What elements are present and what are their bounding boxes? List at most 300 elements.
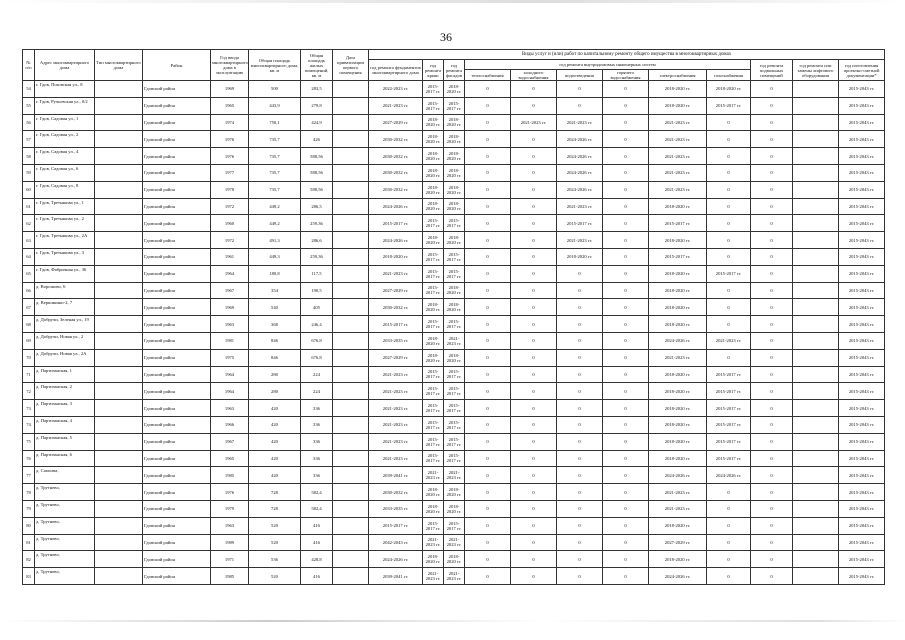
cell-design: 2015-2043 гг. <box>839 568 885 585</box>
cell-type <box>95 551 143 568</box>
cell-area-living: 190,5 <box>301 282 333 299</box>
cell-electric: 2018-2020 гг. <box>649 433 707 450</box>
cell-num: 65 <box>23 265 35 282</box>
cell-num: 69 <box>23 332 35 349</box>
cell-roof: 2018-2020 гг. <box>423 349 444 366</box>
cell-facade: 2015-2017 гг. <box>444 366 465 383</box>
cell-roof: 2018-2020 гг. <box>423 332 444 349</box>
cell-area-total: 420 <box>249 467 301 484</box>
cell-district: Гдовский район <box>143 265 211 282</box>
cell-foundation: 2030-2032 гг. <box>369 181 423 198</box>
cell-area-living: 416 <box>301 517 333 534</box>
cell-cold-water: 0 <box>511 467 557 484</box>
cell-basements: 0 <box>751 282 793 299</box>
cell-area-living: 676,8 <box>301 332 333 349</box>
cell-heating: 0 <box>465 332 511 349</box>
cell-roof: 2015-2017 гг. <box>423 400 444 417</box>
cell-num: 66 <box>23 282 35 299</box>
cell-year: 1979 <box>211 500 249 517</box>
cell-area-total: 420 <box>249 433 301 450</box>
cell-roof: 2015-2017 гг. <box>423 416 444 433</box>
cell-type <box>95 349 143 366</box>
cell-foundation: 2024-2026 гг. <box>369 198 423 215</box>
cell-type <box>95 450 143 467</box>
cell-address: д. Трутнево, <box>35 551 95 568</box>
cell-area-total: 420 <box>249 416 301 433</box>
cell-num: 60 <box>23 181 35 198</box>
cell-basements: 0 <box>751 299 793 316</box>
cell-gas: 0 <box>707 484 751 501</box>
cell-area-living: 259,36 <box>301 215 333 232</box>
header-elevator: год ремонта или замены лифтового оборудования <box>793 60 839 81</box>
cell-heating: 0 <box>465 248 511 265</box>
cell-district: Гдовский район <box>143 81 211 98</box>
cell-address: г. Гдов, Садовая ул., 1 <box>35 114 95 131</box>
cell-design: 2015-2043 гг. <box>839 181 885 198</box>
cell-gas: 0 <box>707 500 751 517</box>
cell-facade: 2015-2017 гг. <box>444 248 465 265</box>
cell-num: 54 <box>23 81 35 98</box>
cell-design: 2015-2043 гг. <box>839 551 885 568</box>
cell-area-total: 420 <box>249 450 301 467</box>
cell-foundation: 2033-2035 гг. <box>369 332 423 349</box>
cell-district: Гдовский район <box>143 332 211 349</box>
cell-cold-water: 0 <box>511 450 557 467</box>
cell-heating: 0 <box>465 164 511 181</box>
cell-address: г. Гдов, Ручьевская ул., 0/2 <box>35 97 95 114</box>
cell-address: г. Гдов, Третьякова ул., 2А <box>35 232 95 249</box>
cell-sewer: 2021-2023 гг. <box>557 232 603 249</box>
header-num: № п/п <box>23 50 35 81</box>
cell-hot-water: 0 <box>603 198 649 215</box>
cell-num: 57 <box>23 131 35 148</box>
cell-privatization <box>333 81 369 98</box>
cell-design: 2015-2043 гг. <box>839 282 885 299</box>
cell-type <box>95 568 143 585</box>
cell-cold-water: 0 <box>511 232 557 249</box>
cell-sewer: 2024-2026 гг. <box>557 181 603 198</box>
table-row <box>23 517 885 534</box>
cell-sewer: 0 <box>557 265 603 282</box>
cell-foundation: 2022-2023 гг. <box>369 81 423 98</box>
cell-elevator <box>793 198 839 215</box>
table-row <box>23 198 885 215</box>
cell-privatization <box>333 232 369 249</box>
cell-roof: 2015-2017 гг. <box>423 316 444 333</box>
header-cold-water: холодного водоснабжения <box>511 70 557 81</box>
cell-gas: 0 <box>707 181 751 198</box>
cell-address: д. Добручи, Новая ул., 2 <box>35 332 95 349</box>
table-row <box>23 484 885 501</box>
cell-electric: 2024-2026 гг. <box>649 332 707 349</box>
cell-basements: 0 <box>751 450 793 467</box>
cell-foundation: 2030-2032 гг. <box>369 148 423 165</box>
table-row <box>23 534 885 551</box>
cell-hot-water: 0 <box>603 500 649 517</box>
cell-heating: 0 <box>465 383 511 400</box>
cell-hot-water: 0 <box>603 383 649 400</box>
cell-area-total: 280 <box>249 383 301 400</box>
cell-cold-water: 0 <box>511 265 557 282</box>
cell-facade: 2021-2023 гг. <box>444 467 465 484</box>
cell-facade: 2021-2023 гг. <box>444 568 465 585</box>
header-area-living: Общая площадь жилых помещений, кв. м <box>301 50 333 81</box>
cell-num: 73 <box>23 400 35 417</box>
table-row <box>23 400 885 417</box>
cell-gas: 0 <box>707 148 751 165</box>
header-foundation: год ремонта фундаментов многоквартирного дома <box>369 60 423 81</box>
cell-roof: 2015-2017 гг. <box>423 282 444 299</box>
cell-design: 2015-2043 гг. <box>839 81 885 98</box>
cell-address: г. Гдов, Третьякова ул., 3 <box>35 248 95 265</box>
cell-hot-water: 0 <box>603 232 649 249</box>
header-area-total: Общая площадь многоквартирного дома, кв. м <box>249 50 301 81</box>
cell-num: 55 <box>23 97 35 114</box>
cell-basements: 0 <box>751 332 793 349</box>
cell-design: 2015-2043 гг. <box>839 316 885 333</box>
cell-electric: 2021-2023 гг. <box>649 131 707 148</box>
cell-electric: 2018-2020 гг. <box>649 366 707 383</box>
cell-num: 68 <box>23 316 35 333</box>
cell-area-total: 354 <box>249 282 301 299</box>
cell-district: Гдовский район <box>143 198 211 215</box>
cell-design: 2015-2043 гг. <box>839 349 885 366</box>
table-row <box>23 349 885 366</box>
cell-foundation: 2015-2017 гг. <box>369 215 423 232</box>
cell-area-total: 500 <box>249 81 301 98</box>
cell-area-total: 846 <box>249 349 301 366</box>
cell-privatization <box>333 299 369 316</box>
cell-foundation: 2039-2041 гг. <box>369 467 423 484</box>
cell-hot-water: 0 <box>603 534 649 551</box>
cell-design: 2015-2043 гг. <box>839 517 885 534</box>
cell-roof: 2018-2020 гг. <box>423 164 444 181</box>
cell-district: Гдовский район <box>143 248 211 265</box>
cell-cold-water: 0 <box>511 500 557 517</box>
cell-area-living: 259,36 <box>301 248 333 265</box>
cell-area-living: 336 <box>301 433 333 450</box>
cell-area-total: 449,2 <box>249 215 301 232</box>
cell-area-total: 735,7 <box>249 164 301 181</box>
cell-foundation: 2021-2023 гг. <box>369 265 423 282</box>
cell-elevator <box>793 332 839 349</box>
cell-year: 1961 <box>211 248 249 265</box>
cell-num: 71 <box>23 366 35 383</box>
cell-privatization <box>333 164 369 181</box>
cell-elevator <box>793 484 839 501</box>
cell-sewer: 0 <box>557 400 603 417</box>
cell-privatization <box>333 97 369 114</box>
cell-address: д. Партизанская, 1 <box>35 366 95 383</box>
cell-gas: 0 <box>707 131 751 148</box>
cell-gas: 0 <box>707 349 751 366</box>
cell-privatization <box>333 316 369 333</box>
cell-electric: 2015-2017 гг. <box>649 248 707 265</box>
cell-hot-water: 0 <box>603 97 649 114</box>
cell-design: 2015-2043 гг. <box>839 383 885 400</box>
cell-elevator <box>793 97 839 114</box>
cell-elevator <box>793 316 839 333</box>
cell-hot-water: 0 <box>603 282 649 299</box>
cell-area-living: 336 <box>301 450 333 467</box>
cell-area-total: 449,3 <box>249 248 301 265</box>
cell-foundation: 2024-2026 гг. <box>369 232 423 249</box>
cell-address: д. Партизанская, 5 <box>35 433 95 450</box>
cell-type <box>95 114 143 131</box>
cell-area-total: 280 <box>249 366 301 383</box>
cell-cold-water: 0 <box>511 181 557 198</box>
cell-cold-water: 0 <box>511 383 557 400</box>
header-basements: год ремонта подвальных помещений <box>751 60 793 81</box>
cell-design: 2015-2043 гг. <box>839 215 885 232</box>
cell-gas: 0 <box>707 517 751 534</box>
cell-foundation: 2030-2032 гг. <box>369 131 423 148</box>
cell-district: Гдовский район <box>143 484 211 501</box>
cell-electric: 2018-2020 гг. <box>649 517 707 534</box>
cell-privatization <box>333 551 369 568</box>
cell-hot-water: 0 <box>603 248 649 265</box>
cell-heating: 0 <box>465 450 511 467</box>
cell-district: Гдовский район <box>143 500 211 517</box>
cell-gas: 2015-2017 гг. <box>707 97 751 114</box>
cell-area-living: 279,8 <box>301 97 333 114</box>
cell-electric: 2018-2020 гг. <box>649 551 707 568</box>
cell-gas: 2018-2020 гг. <box>707 81 751 98</box>
cell-foundation: 2021-2023 гг. <box>369 450 423 467</box>
cell-sewer: 0 <box>557 299 603 316</box>
cell-num: 74 <box>23 416 35 433</box>
cell-district: Гдовский район <box>143 416 211 433</box>
cell-district: Гдовский район <box>143 400 211 417</box>
table-row <box>23 81 885 98</box>
cell-district: Гдовский район <box>143 551 211 568</box>
cell-roof: 2015-2017 гг. <box>423 265 444 282</box>
cell-type <box>95 148 143 165</box>
cell-gas: 0 <box>707 568 751 585</box>
cell-electric: 2018-2020 гг. <box>649 316 707 333</box>
cell-cold-water: 0 <box>511 215 557 232</box>
cell-address: д. Трутнево, <box>35 517 95 534</box>
cell-cold-water: 0 <box>511 164 557 181</box>
cell-hot-water: 0 <box>603 316 649 333</box>
cell-type <box>95 164 143 181</box>
cell-facade: 2018-2020 гг. <box>444 198 465 215</box>
cell-type <box>95 467 143 484</box>
cell-hot-water: 0 <box>603 433 649 450</box>
cell-hot-water: 0 <box>603 551 649 568</box>
cell-area-total: 443,9 <box>249 97 301 114</box>
cell-district: Гдовский район <box>143 282 211 299</box>
cell-cold-water: 0 <box>511 131 557 148</box>
cell-area-living: 336 <box>301 400 333 417</box>
cell-elevator <box>793 534 839 551</box>
cell-basements: 0 <box>751 366 793 383</box>
repair-schedule-table <box>22 49 885 585</box>
cell-sewer: 0 <box>557 282 603 299</box>
cell-roof: 2018-2020 гг. <box>423 484 444 501</box>
cell-cold-water: 0 <box>511 551 557 568</box>
cell-num: 72 <box>23 383 35 400</box>
cell-basements: 0 <box>751 215 793 232</box>
cell-year: 1989 <box>211 534 249 551</box>
cell-elevator <box>793 232 839 249</box>
cell-area-total: 491,3 <box>249 232 301 249</box>
cell-address: г. Гдов, Садовая ул., 4 <box>35 148 95 165</box>
cell-sewer: 0 <box>557 349 603 366</box>
cell-type <box>95 400 143 417</box>
cell-roof: 2018-2020 гг. <box>423 114 444 131</box>
cell-roof: 2018-2020 гг. <box>423 551 444 568</box>
cell-area-total: 728 <box>249 500 301 517</box>
cell-privatization <box>333 349 369 366</box>
cell-district: Гдовский район <box>143 383 211 400</box>
table-row <box>23 97 885 114</box>
cell-num: 62 <box>23 215 35 232</box>
cell-electric: 2018-2020 гг. <box>649 232 707 249</box>
cell-facade: 2015-2017 гг. <box>444 97 465 114</box>
cell-hot-water: 0 <box>603 265 649 282</box>
cell-heating: 0 <box>465 316 511 333</box>
header-district: Район <box>143 50 211 81</box>
cell-cold-water: 0 <box>511 366 557 383</box>
header-design: год изготовления проектно-сметной документации* <box>839 60 885 81</box>
cell-address: д. Партизанская, 4 <box>35 416 95 433</box>
cell-area-total: 735,7 <box>249 181 301 198</box>
cell-electric: 2018-2020 гг. <box>649 97 707 114</box>
cell-address: д. Ворошово, 6 <box>35 282 95 299</box>
cell-roof: 2018-2020 гг. <box>423 500 444 517</box>
cell-sewer: 0 <box>557 366 603 383</box>
cell-roof: 2021-2023 гг. <box>423 568 444 585</box>
cell-cold-water: 0 <box>511 534 557 551</box>
table-row <box>23 332 885 349</box>
table-row <box>23 164 885 181</box>
table-row <box>23 568 885 585</box>
cell-area-living: 117,5 <box>301 265 333 282</box>
cell-area-living: 582,4 <box>301 484 333 501</box>
cell-basements: 0 <box>751 97 793 114</box>
cell-heating: 0 <box>465 517 511 534</box>
table-row <box>23 215 885 232</box>
cell-year: 1985 <box>211 467 249 484</box>
cell-basements: 0 <box>751 81 793 98</box>
cell-area-total: 536 <box>249 551 301 568</box>
table-row <box>23 148 885 165</box>
cell-elevator <box>793 131 839 148</box>
header-electric: электроснабжения <box>649 70 707 81</box>
cell-district: Гдовский район <box>143 366 211 383</box>
cell-foundation: 2015-2017 гг. <box>369 517 423 534</box>
cell-heating: 0 <box>465 181 511 198</box>
cell-facade: 2021-2023 гг. <box>444 332 465 349</box>
cell-area-total: 750,1 <box>249 114 301 131</box>
cell-cold-water: 2021-2023 гг. <box>511 114 557 131</box>
cell-year: 1963 <box>211 400 249 417</box>
cell-num: 61 <box>23 198 35 215</box>
cell-electric: 2018-2020 гг. <box>649 450 707 467</box>
cell-facade: 2018-2020 гг. <box>444 349 465 366</box>
cell-type <box>95 299 143 316</box>
cell-year: 1965 <box>211 97 249 114</box>
cell-privatization <box>333 433 369 450</box>
cell-type <box>95 265 143 282</box>
cell-hot-water: 0 <box>603 467 649 484</box>
cell-gas: 0 <box>707 198 751 215</box>
cell-foundation: 2027-2029 гг. <box>369 114 423 131</box>
cell-area-living: 428,8 <box>301 551 333 568</box>
cell-hot-water: 0 <box>603 181 649 198</box>
header-hot-water: горячего водоснабжения <box>603 70 649 81</box>
table-row <box>23 114 885 131</box>
cell-design: 2015-2043 гг. <box>839 400 885 417</box>
cell-elevator <box>793 215 839 232</box>
cell-year: 1964 <box>211 366 249 383</box>
cell-hot-water: 0 <box>603 131 649 148</box>
cell-num: 81 <box>23 534 35 551</box>
cell-facade: 2015-2017 гг. <box>444 450 465 467</box>
cell-roof: 2015-2017 гг. <box>423 517 444 534</box>
cell-district: Гдовский район <box>143 316 211 333</box>
cell-hot-water: 0 <box>603 114 649 131</box>
cell-address: д. Трутнево, <box>35 500 95 517</box>
cell-area-total: 846 <box>249 332 301 349</box>
cell-gas: 2015-2017 гг. <box>707 366 751 383</box>
cell-facade: 2015-2017 гг. <box>444 517 465 534</box>
cell-area-living: 426 <box>301 131 333 148</box>
cell-design: 2015-2043 гг. <box>839 248 885 265</box>
cell-heating: 0 <box>465 114 511 131</box>
cell-basements: 0 <box>751 316 793 333</box>
cell-design: 2015-2043 гг. <box>839 232 885 249</box>
table-row <box>23 467 885 484</box>
table-row <box>23 416 885 433</box>
cell-heating: 0 <box>465 299 511 316</box>
cell-hot-water: 0 <box>603 568 649 585</box>
cell-electric: 2018-2020 гг. <box>649 400 707 417</box>
cell-foundation: 2039-2041 гг. <box>369 568 423 585</box>
cell-type <box>95 131 143 148</box>
cell-sewer: 0 <box>557 316 603 333</box>
cell-area-living: 416 <box>301 534 333 551</box>
cell-sewer: 2024-2026 гг. <box>557 148 603 165</box>
cell-sewer: 0 <box>557 517 603 534</box>
cell-electric: 2021-2023 гг. <box>649 164 707 181</box>
cell-heating: 0 <box>465 148 511 165</box>
cell-basements: 0 <box>751 551 793 568</box>
cell-cold-water: 0 <box>511 416 557 433</box>
cell-elevator <box>793 500 839 517</box>
cell-roof: 2015-2017 гг. <box>423 81 444 98</box>
cell-cold-water: 0 <box>511 568 557 585</box>
cell-area-total: 540 <box>249 299 301 316</box>
cell-area-living: 283,5 <box>301 81 333 98</box>
cell-cold-water: 0 <box>511 349 557 366</box>
cell-electric: 2018-2020 гг. <box>649 299 707 316</box>
cell-year: 1969 <box>211 299 249 316</box>
cell-design: 2015-2043 гг. <box>839 433 885 450</box>
cell-privatization <box>333 332 369 349</box>
cell-foundation: 2033-2035 гг. <box>369 500 423 517</box>
cell-area-living: 336 <box>301 416 333 433</box>
cell-area-total: 449,2 <box>249 198 301 215</box>
cell-electric: 2024-2026 гг. <box>649 467 707 484</box>
cell-privatization <box>333 416 369 433</box>
cell-basements: 0 <box>751 534 793 551</box>
cell-type <box>95 534 143 551</box>
cell-foundation: 2024-2026 гг. <box>369 551 423 568</box>
cell-district: Гдовский район <box>143 114 211 131</box>
cell-district: Гдовский район <box>143 467 211 484</box>
